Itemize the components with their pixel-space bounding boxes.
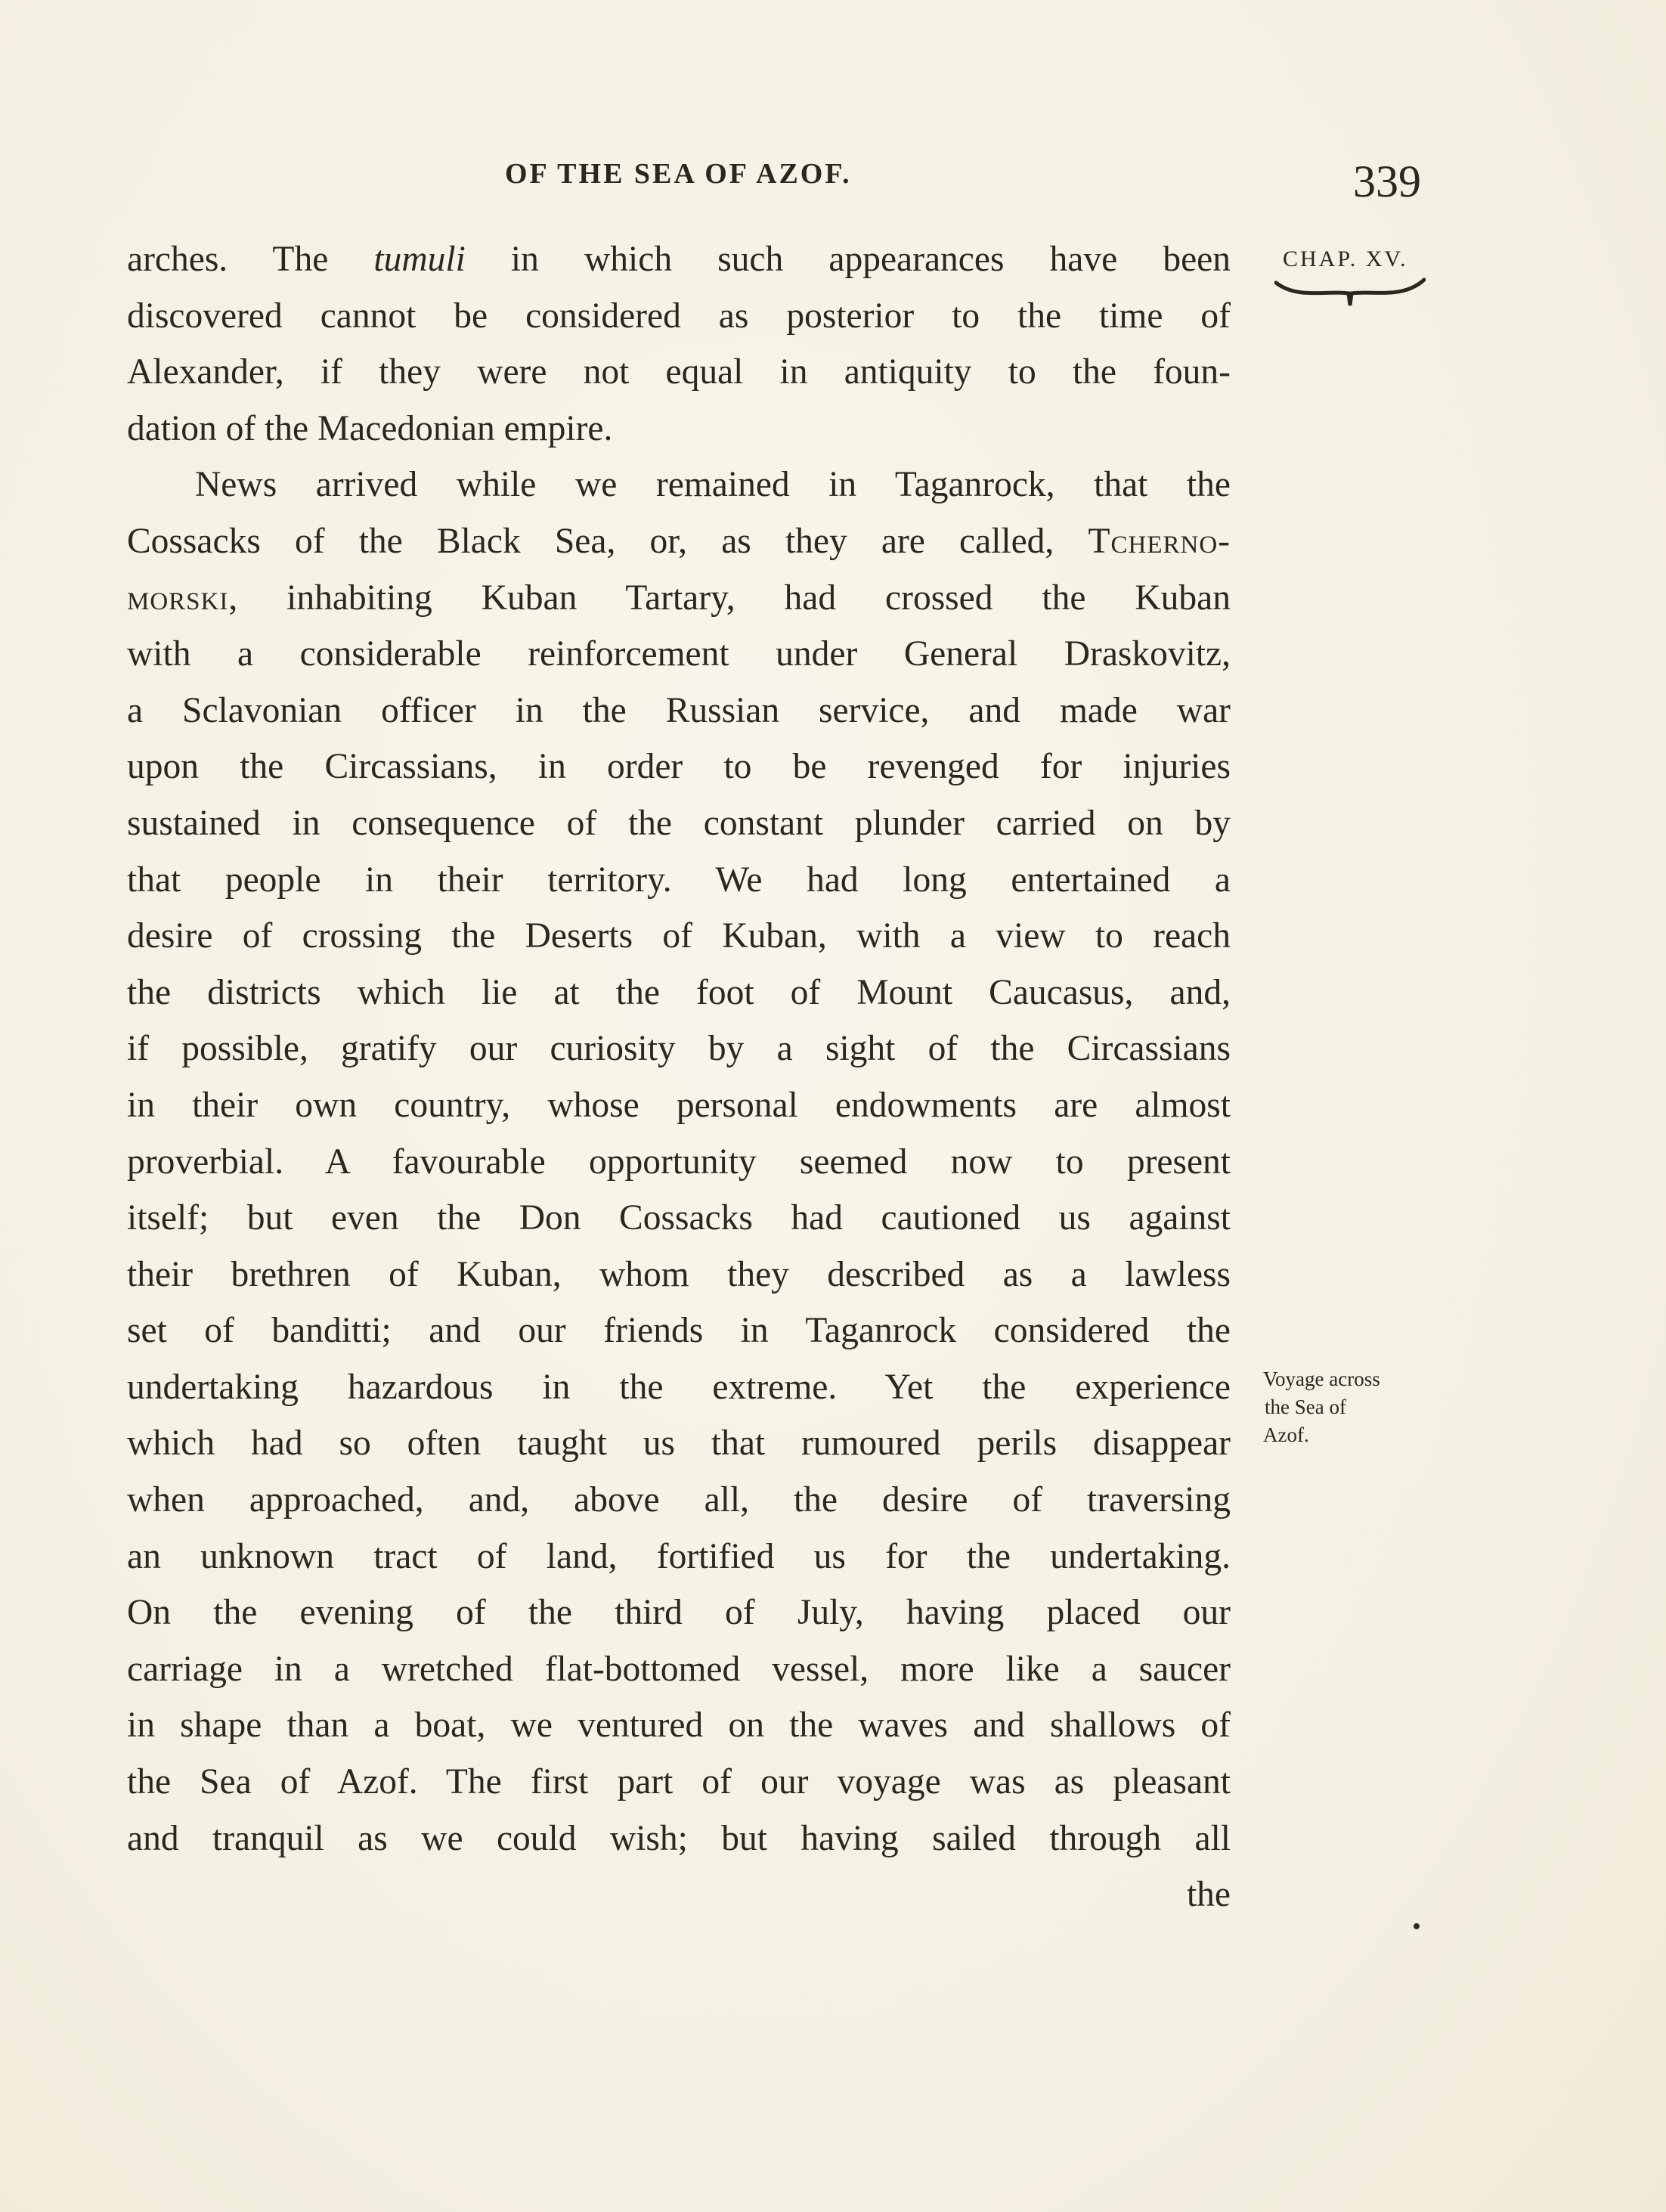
text-line: in their own country, whose personal endowments are almost (127, 1085, 1231, 1125)
chapter-brace-ornament (1274, 275, 1426, 308)
text-line: dation of the Macedonian empire. (127, 408, 613, 448)
text-line: morski, inhabiting Kuban Tartary, had crossed the Kuban (127, 578, 1231, 618)
side-note-line: Azof. (1263, 1424, 1309, 1446)
text-line: set of banditti; and our friends in Taganrock considered the (127, 1311, 1231, 1351)
text-line: undertaking hazardous in the extreme. Yet the experience (127, 1367, 1231, 1407)
small-caps-word: Tcherno- (1088, 521, 1231, 561)
margin-side-note (1263, 1365, 1380, 1449)
text-line: proverbial. A favourable opportunity seemed now to present (127, 1142, 1231, 1182)
text-line: in shape than a boat, we ventured on the waves and shallows of (127, 1705, 1231, 1746)
text-line: desire of crossing the Deserts of Kuban, with a view to reach (127, 916, 1231, 956)
body-text (127, 231, 1231, 1923)
text-line: that people in their territory. We had long entertained a (127, 860, 1231, 900)
text-line: their brethren of Kuban, whom they described as a lawless (127, 1254, 1231, 1294)
text-line: when approached, and, above all, the desire of traversing (127, 1480, 1231, 1520)
text-line: upon the Circassians, in order to be revenged for injuries (127, 747, 1231, 787)
text-line: discovered cannot be considered as posterior to the time of (127, 296, 1231, 336)
text-line: itself; but even the Don Cossacks had cautioned us against (127, 1198, 1231, 1238)
side-note-line: Voyage across (1263, 1368, 1380, 1390)
catchword: the (1186, 1875, 1231, 1915)
text-line: the Sea of Azof. The first part of our voyage was as pleasant (127, 1762, 1231, 1802)
text-line: and tranquil as we could wish; but having sailed through all (127, 1818, 1231, 1858)
text-line: On the evening of the third of July, having placed our (127, 1593, 1231, 1633)
chapter-label: CHAP. XV. (1283, 246, 1408, 271)
text-line: the districts which lie at the foot of Mount Caucasus, and, (127, 972, 1231, 1012)
text-line: carriage in a wretched flat-bottomed vessel, more like a saucer (127, 1649, 1231, 1689)
side-note-line: the Sea of (1265, 1396, 1346, 1418)
text-line: which had so often taught us that rumoured perils disappear (127, 1424, 1231, 1464)
text-line: an unknown tract of land, fortified us for the undertaking. (127, 1536, 1231, 1576)
text-line: Alexander, if they were not equal in antiquity to the foun- (127, 352, 1231, 392)
text-line: a Sclavonian officer in the Russian service, and made war (127, 690, 1231, 730)
text-line: Cossacks of the Black Sea, or, as they are called, Tcherno- (127, 521, 1231, 561)
text-line: if possible, gratify our curiosity by a sight of the Circassians (127, 1029, 1231, 1069)
text-line: News arrived while we remained in Taganrock, that the (195, 465, 1231, 505)
text-line: with a considerable reinforcement under General Draskovitz, (127, 634, 1231, 674)
text-line: sustained in consequence of the constant plunder carried on by (127, 803, 1231, 843)
page-number: 339 (1353, 156, 1421, 206)
text-line: arches. The tumuli in which such appearances have been (127, 240, 1231, 279)
italic-word: tumuli (373, 240, 466, 279)
running-head: OF THE SEA OF AZOF. (505, 158, 852, 190)
small-caps-word: morski (127, 578, 229, 618)
ink-speck (1414, 1923, 1420, 1929)
